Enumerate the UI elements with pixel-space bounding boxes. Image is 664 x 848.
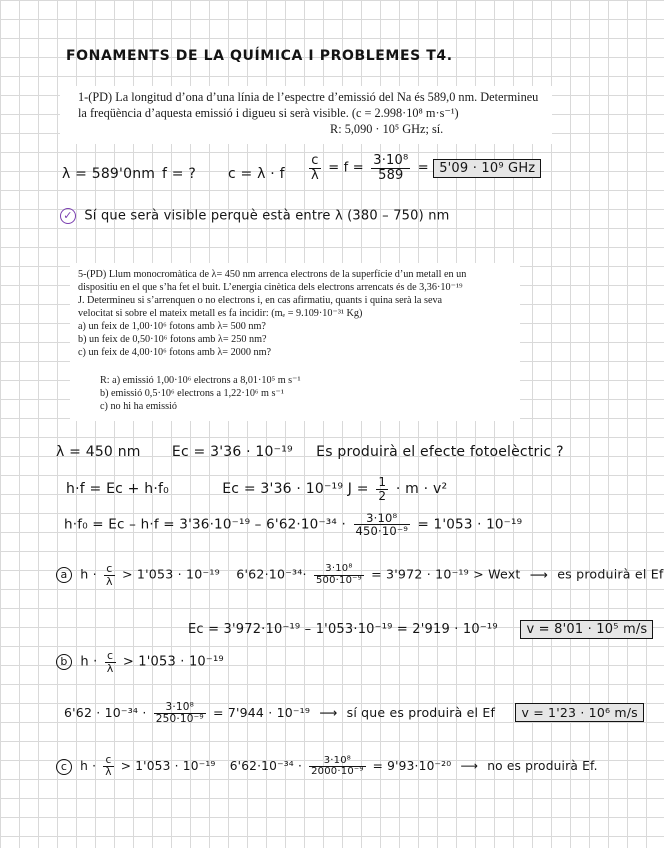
check-icon: ✓ xyxy=(60,208,76,224)
p5-a-frac2-den: 500·10⁻⁹ xyxy=(315,574,362,586)
problem-5-statement-line3: J. Determineu si s’arrenquen o no electrons i, en cas afirmatiu, quants i quina serà la seva xyxy=(78,295,443,306)
arrow-right-icon: ⟶ xyxy=(460,759,479,774)
arrow-right-icon: ⟶ xyxy=(529,566,548,582)
p1-frac-value-num: 3·10⁸ xyxy=(373,153,409,168)
p1-frac-value-den: 589 xyxy=(378,167,404,183)
p5-a-h-val: 6'62·10⁻³⁴· xyxy=(236,566,307,582)
p5-hf0-expr: h·f₀ = Eᴄ – h·f = 3'36·10⁻¹⁹ – 6'62·10⁻³⁴ · xyxy=(64,516,346,533)
part-a-marker: a xyxy=(56,567,72,583)
p1-hw-f: f = ? xyxy=(162,166,196,182)
problem-1-statement-line2: la freqüència d’aquesta emissió i digueu si serà visible. (c = 2.998·10⁸ m·s⁻¹) xyxy=(78,106,459,120)
p1-visible-note: Sí que serà visible perquè està entre λ (380 – 750) nm xyxy=(84,208,450,224)
p1-frac-value xyxy=(371,154,410,182)
p5-a-line2 xyxy=(188,622,653,637)
problem-5-answer-a: R: a) emissió 1,00·10⁶ electrons a 8,01·10⁵ m s⁻¹ xyxy=(100,375,301,386)
p5-hf-eq: h·f = Eᴄ + h·f₀ xyxy=(66,481,169,498)
p5-a-frac1-num: c xyxy=(104,563,115,576)
p5-c-frac xyxy=(103,755,113,778)
p5-hf0-result: = 1'053 · 10⁻¹⁹ xyxy=(417,516,523,533)
p5-line3-frac xyxy=(354,512,411,537)
p5-a-frac1-den: λ xyxy=(106,574,113,588)
p5-c-ineq: > 1'053 · 10⁻¹⁹ xyxy=(120,759,216,774)
p5-b-frac2 xyxy=(154,702,206,725)
problem-5-item-c: c) un feix de 4,00·10⁶ fotons amb λ= 2000 nm? xyxy=(78,347,272,358)
p5-b-ineq: > 1'053 · 10⁻¹⁹ xyxy=(122,654,224,670)
p5-line3-den: 450·10⁻⁹ xyxy=(355,524,409,539)
problem-5-statement-line2: dispositiu en el que s’ha fet el buit. L’energia cinètica dels electrons arrencats és de 3,36·10⁻¹⁹ xyxy=(78,282,463,293)
p5-line3 xyxy=(64,512,522,537)
p5-a-frac2 xyxy=(314,564,364,586)
p5-b-h: h · xyxy=(80,654,98,670)
p1-frac-c-lambda xyxy=(309,154,321,182)
problem-5-answer-c: c) no hi ha emissió xyxy=(100,401,177,412)
problem-5-item-b: b) un feix de 0,50·10⁶ fotons amb λ= 250 nm? xyxy=(78,334,267,345)
p1-frac-c-num: c xyxy=(309,154,321,169)
p5-c-frac2-den: 2000·10⁻⁹ xyxy=(311,766,364,778)
p5-b-frac-den: λ xyxy=(106,661,114,675)
p5-question: Es produirà el efecte fotoelèctric ? xyxy=(316,444,564,460)
p5-a-velocity-box: v = 8'01 · 10⁵ m/s xyxy=(520,620,653,639)
p5-b-frac xyxy=(105,650,116,674)
arrow-right-icon: ⟶ xyxy=(319,705,338,721)
p5-a-line1 xyxy=(56,563,664,587)
p1-visible-note-line xyxy=(60,208,450,224)
problem-1-answer: R: 5,090 · 10⁵ GHz; sí. xyxy=(330,122,444,136)
p5-b-frac2-num: 3·10⁸ xyxy=(154,702,206,714)
p5-a-frac2-num: 3·10⁸ xyxy=(314,564,364,576)
p1-eq-f: = f = xyxy=(328,160,364,176)
problem-5-answer-b: b) emissió 0,5·10⁶ electrons a 1,22·10⁶ m s⁻¹ xyxy=(100,388,284,399)
p5-c-frac-num: c xyxy=(103,755,113,767)
p5-a-energy: = 3'972 · 10⁻¹⁹ > Wext xyxy=(371,566,521,582)
p5-b-velocity-box: v = 1'23 · 10⁶ m/s xyxy=(515,703,643,722)
p5-lambda: λ = 450 nm xyxy=(56,444,141,460)
p5-b-line1 xyxy=(56,650,224,674)
p5-half-frac xyxy=(376,476,388,502)
p5-b-energy: = 7'944 · 10⁻¹⁹ xyxy=(212,705,311,721)
p1-hw-calc xyxy=(306,154,541,182)
page-title: FONAMENTS DE LA QUÍMICA I PROBLEMES T4. xyxy=(66,48,453,64)
p5-half-num: 1 xyxy=(378,475,387,489)
problem-5-item-a: a) un feix de 1,00·10⁶ fotons amb λ= 500 nm? xyxy=(78,321,266,332)
p5-b-frac-num: c xyxy=(105,650,116,663)
part-c-marker: c xyxy=(56,759,72,775)
p5-a-ec: Eᴄ = 3'972·10⁻¹⁹ – 1'053·10⁻¹⁹ = 2'919 · 10⁻¹⁹ xyxy=(188,622,498,637)
problem-5-panel xyxy=(70,263,520,421)
p5-mv2: · m · v² xyxy=(395,481,448,498)
p5-a-ineq: > 1'053 · 10⁻¹⁹ xyxy=(121,566,220,582)
part-b-marker: b xyxy=(56,654,72,670)
problem-5-statement-line4: velocitat si sobre el mateix metall es fa incidir: (mₑ = 9.109·10⁻³¹ Kg) xyxy=(78,308,363,319)
p5-c-frac2 xyxy=(309,756,365,778)
p5-a-h: h · xyxy=(80,566,97,582)
p5-line1 xyxy=(56,444,564,460)
p5-line2 xyxy=(66,476,447,502)
p5-c-frac2-num: 3·10⁸ xyxy=(309,756,365,768)
p1-hw-c: c = λ · f xyxy=(228,166,285,182)
p5-half-den: 2 xyxy=(378,488,387,503)
p1-eq2: = xyxy=(417,160,429,176)
p5-b-conclusion: sí que es produirà el Ef xyxy=(346,705,496,721)
p5-ec-eq: Eᴄ = 3'36 · 10⁻¹⁹ J = xyxy=(222,481,369,498)
p5-c-h: h · xyxy=(80,759,97,774)
p5-a-conclusion: es produirà el Ef xyxy=(557,566,664,582)
problem-1-panel xyxy=(60,86,552,144)
p5-c-line1 xyxy=(56,755,598,778)
p1-result-box: 5'09 · 10⁹ GHz xyxy=(433,159,541,178)
p5-a-frac1 xyxy=(104,563,115,587)
p5-ec: Eᴄ = 3'36 · 10⁻¹⁹ xyxy=(171,444,293,460)
p5-c-conclusion: no es produirà Ef. xyxy=(487,759,598,774)
p5-b-h-val: 6'62 · 10⁻³⁴ · xyxy=(64,705,147,721)
p1-frac-c-den: λ xyxy=(311,167,319,183)
p5-c-frac-den: λ xyxy=(105,766,112,779)
p5-b-frac2-den: 250·10⁻⁹ xyxy=(155,713,204,726)
p5-c-energy: = 9'93·10⁻²⁰ xyxy=(372,759,452,774)
p5-c-h-val: 6'62·10⁻³⁴ · xyxy=(229,759,303,774)
p5-line3-num: 3·10⁸ xyxy=(354,512,411,525)
problem-5-statement-line1: 5-(PD) Llum monocromàtica de λ= 450 nm arrenca electrons de la superfície d’un metall en un xyxy=(78,269,467,280)
problem-1-statement-line1: 1-(PD) La longitud d’ona d’una línia de l’espectre d’emissió del Na és 589,0 nm. Determineu xyxy=(78,90,539,104)
p1-hw-lambda: λ = 589'0nm xyxy=(62,166,156,182)
p5-b-line2 xyxy=(64,702,644,725)
